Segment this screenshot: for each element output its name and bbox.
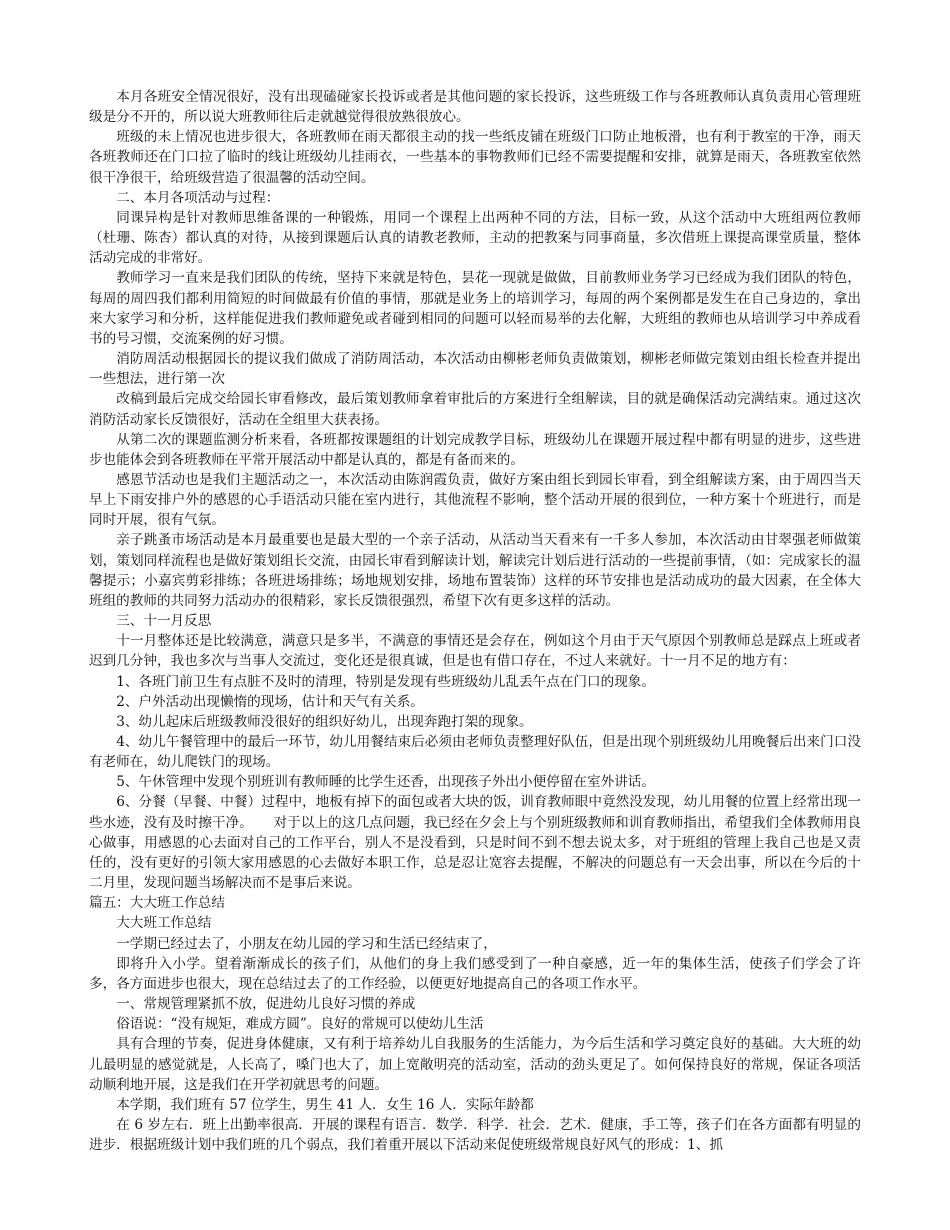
list-item: 4、幼儿午餐管理中的最后一环节，幼儿用餐结束后必须由老师负责整理好队伍，但是出现个别班级幼儿用晚餐后出来门口没有老师在，幼儿爬铁门的现场。: [89, 734, 861, 771]
paragraph: 具有合理的节奏，促进身体健康，又有利于培养幼儿自我服务的生活能力，为今后生活和学习奠定良好的基础。大大班的幼儿最明显的感觉就是，人长高了，嗓门也大了，加上宽敞明亮的活动室，活动的劲头更足了。如何保持良好的常规，保证各项活动顺利地开展，这是我们在开学初就思考的问题。: [89, 1036, 861, 1093]
section-heading: 一、常规管理紧抓不放，促进幼儿良好习惯的养成: [116, 996, 416, 1013]
paragraph: 本月各班安全情况很好，没有出现磕碰家长投诉或者是其他问题的家长投诉，这些班级工作与各班教师认真负责用心管理班级是分不开的，所以说大班教师往后走就越觉得很放熟很放心。: [89, 89, 861, 126]
section-heading: 三、十一月反思: [116, 613, 212, 630]
list-item: 6、分餐（早餐、中餐）过程中，地板有掉下的面包或者大块的饭，训育教师眼中竟然没发现，幼儿用餐的位置上经常出现一些水迹，没有及时擦干净。 对于以上的这几点问题，我已经在夕会上与个别班级教师和训育教师指出，希望我们全体教师用良心做事，用感恩的心去面对自己的工作平台，别人不是没看到，只是时间不到不想去说太多，对于班组的管理上我自己也是又责任的，没有更好的引领大家用感恩的心去做好本职工作，总是忍让宽容去提醒，不解决的问题总有一天会出事，所以在今后的十二月里，发现问题当场解决而不是事后来说。: [89, 794, 861, 892]
paragraph: 同课异构是针对教师思维备课的一种锻炼，用同一个课程上出两种不同的方法，目标一致，从这个活动中大班组两位教师（杜珊、陈杏）都认真的对待，从接到课题后认真的请教老教师，主动的把教案与同事商量，多次借班上课提高课堂质量，整体活动完成的非常好。: [89, 209, 861, 267]
chapter-heading: 篇五：大大班工作总结: [89, 895, 225, 912]
paragraph: 一学期已经过去了，小朋友在幼儿园的学习和生活已经结束了，: [116, 935, 497, 952]
paragraph: 十一月整体还是比较满意，满意只是多半，不满意的事情还是会存在，例如这个月由于天气原因个别教师总是踩点上班或者迟到几分钟，我也多次与当事人交流过，变化还是很真诚，但是也有借口存在，不过人来就好。十一月不足的地方有：: [89, 633, 861, 670]
paragraph: 教师学习一直来是我们团队的传统，坚持下来就是特色，昙花一现就是做做，目前教师业务学习已经成为我们团队的特色，每周的周四我们都利用简短的时间做最有价值的事情，那就是业务上的培训学习，每周的两个案例都是发生在自己身边的，拿出来大家学习和分析，这样能促进我们教师避免或者碰到相同的问题可以轻而易举的去化解，大班组的教师也从培训学习中养成看书的号习惯，交流案例的好习惯。: [89, 270, 861, 347]
paragraph: 即将升入小学。望着渐渐成长的孩子们，从他们的身上我们感受到了一种自豪感，近一年的集体生活，使孩子们学会了许多，各方面进步也很大，现在总结过去了的工作经验，以便更好地提高自己的各项工作水平。: [89, 955, 861, 992]
document-title: 大大班工作总结: [116, 915, 212, 932]
section-heading: 二、本月各项活动与过程：: [116, 189, 280, 206]
list-item: 1、各班门前卫生有点脏不及时的清理，特别是发现有些班级幼儿乱丢午点在门口的现象。: [116, 673, 655, 690]
list-item: 3、幼儿起床后班级教师没很好的组织好幼儿，出现奔跑打架的现象。: [116, 713, 533, 730]
paragraph: 在 6 岁左右．班上出勤率很高．开展的课程有语言．数学．科学．社会．艺术．健康，手工等，孩子们在各方面都有明显的进步．根据班级计划中我们班的几个弱点，我们着重开展以下活动来促使班级常规良好风气的形成：1、抓: [89, 1116, 861, 1154]
paragraph: 感恩节活动也是我们主题活动之一，本次活动由陈润霞负责，做好方案由组长到园长审看，到全组解读方案，由于周四当天早上下雨安排户外的感恩的心手语活动只能在室内进行，其他流程不影响，整个活动开展的很到位，一种方案十个班进行，而是同时开展，很有气氛。: [89, 471, 861, 529]
paragraph: 本学期，我们班有 57 位学生，男生 41 人．女生 16 人．实际年龄都: [116, 1096, 534, 1113]
paragraph: 亲子跳蚤市场活动是本月最重要也是最大型的一个亲子活动，从活动当天看来有一千多人参加，本次活动由甘翠强老师做策划，策划同样流程也是做好策划组长交流，由园长审看到解读计划，解读完计划后进行活动的一些提前事情，（如：完成家长的温馨提示；小嘉宾剪彩排练；各班进场排练；场地规划安排，场地布置装饰）这样的环节安排也是活动成功的最大因素，在全体大班组的教师的共同努力活动办的很精彩，家长反馈很强烈，希望下次有更多这样的活动。: [89, 532, 861, 609]
list-item: 5、午休管理中发现个别班训有教师睡的比学生还香，出现孩子外出小便停留在室外讲话。: [116, 774, 655, 791]
paragraph: 班级的未上情况也进步很大，各班教师在雨天都很主动的找一些纸皮铺在班级门口防止地板滑，也有利于教室的干净，雨天各班教师还在门口拉了临时的线让班级幼儿挂雨衣，一些基本的事物教师们已经不需要提醒和安排，就算是雨天，各班教室依然很干净很干，给班级营造了很温馨的活动空间。: [89, 129, 861, 186]
paragraph: 改稿到最后完成交给园长审看修改，最后策划教师拿着审批后的方案进行全组解读，目的就是确保活动完满结束。通过这次消防活动家长反馈很好，活动在全组里大获表扬。: [89, 391, 861, 428]
paragraph: 从第二次的课题监测分析来看，各班都按课题组的计划完成教学目标，班级幼儿在课题开展过程中都有明显的进步，这些进步也能体会到各班教师在平常开展活动中都是认真的，都是有备而来的。: [89, 431, 861, 468]
list-item: 2、户外活动出现懒惰的现场，估计和天气有关系。: [116, 693, 424, 710]
paragraph: 俗语说：“没有规矩，难成方圆”。良好的常规可以使幼儿生活: [116, 1016, 484, 1033]
document-body: [89, 87, 861, 1155]
paragraph: 消防周活动根据园长的提议我们做成了消防周活动，本次活动由柳彬老师负责做策划，柳彬老师做完策划由组长检查并提出一些想法，进行第一次: [89, 351, 861, 388]
